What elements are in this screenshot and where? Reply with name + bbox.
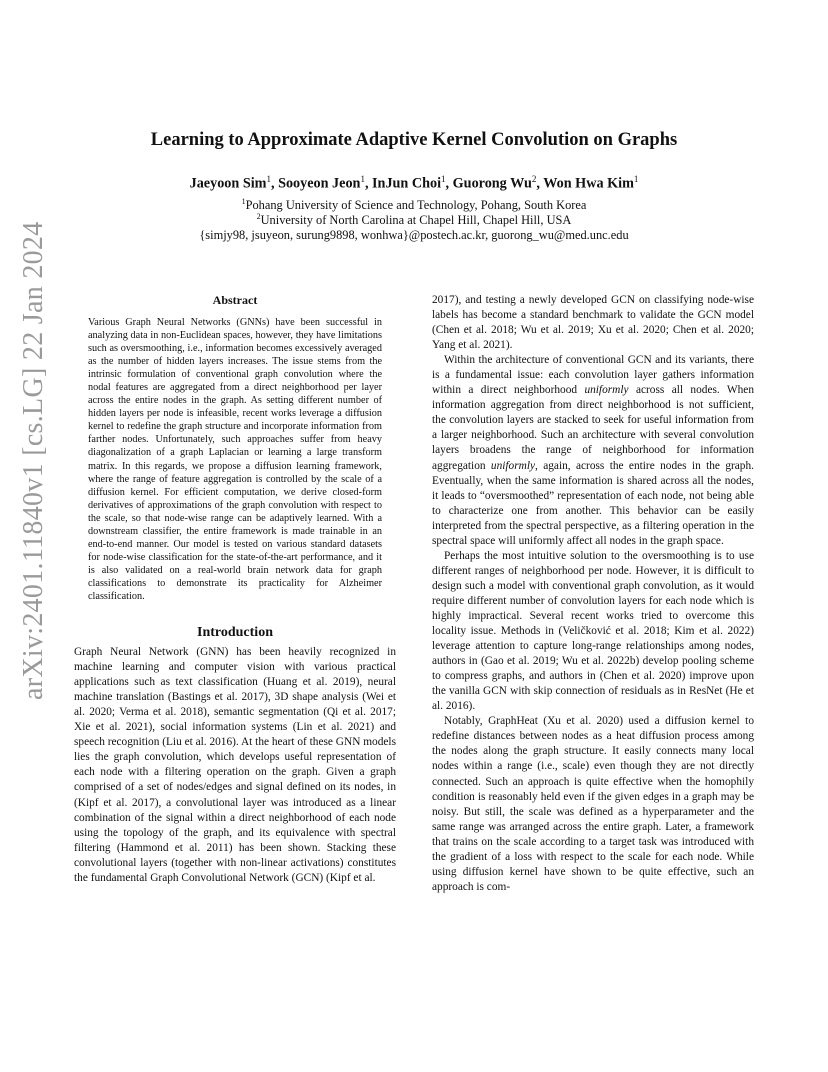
body-paragraph: 2017), and testing a newly developed GCN on classifying node-wise labels has become a standard benchmark to validate the GCN model (Chen et al. 2018; Wu et al. 2019; Xu et al. 2020; Chen et al. 2020; Yang et al. 2021). — [432, 294, 754, 352]
author-affiliation-mark: 1 — [360, 174, 365, 184]
author-name: Guorong Wu — [452, 175, 532, 192]
author-name: Sooyeon Jeon — [278, 175, 361, 192]
affiliation-2: $^2$University of North Carolina at Chapel Hill, Chapel Hill, USA — [256, 212, 572, 228]
author-affiliation-mark: 1 — [266, 174, 271, 184]
introduction-paragraph: Graph Neural Network (GNN) has been heavily recognized in machine learning and computer vision with various practical applications such as text classification (Huang et al. 2019), neural machine translation (Bastings et al. 2017), 3D shape analysis (Wei et al. 2020; Verma et al. 2018), semantic segmentation (Qi et al. 2017; Xie et al. 2021), social information systems (Lin et al. 2021) and speech recognition (Liu et al. 2016). At the heart of these GNN models lies the graph convolution, which develops useful representation of each node with a filtering operation on the graph. Given a graph comprised of a set of nodes/edges and signal defined on its nodes, in (Kipf et al. 2017), a convolutional layer was introduced as a linear combination of the signal within a direct neighborhood of each node using the topology of the graph, and its equivalence with spectral filtering (Hammond et al. 2011) has been shown. Stacking these convolutional layers (together with non-linear activations) constitutes the fundamental Graph Convolutional Network (GCN) (Kipf et al. — [74, 646, 396, 884]
author-affiliation-mark: 1 — [633, 174, 639, 184]
author-name: Won Hwa Kim — [543, 175, 634, 192]
author-emails: {simjy98, jsuyeon, surung9898, wonhwa}@postech.ac.kr, guorong_wu@med.unc.edu — [199, 228, 629, 242]
affiliation-1: $^1$Pohang University of Science and Technology, Pohang, South Korea — [241, 197, 587, 213]
arxiv-identifier: arXiv:2401.11840v1 [cs.LG] 22 Jan 2024 — [18, 221, 49, 700]
author-name: InJun Choi — [372, 175, 442, 192]
left-column — [74, 293, 396, 886]
body-paragraph: Perhaps the most intuitive solution to the oversmoothing is to use different ranges of neighborhood per node. However, it is difficult to design such a model with conventional graph convolution, as it would require different number of convolution layers for each node which is highly impractical. Several recent works tried to overcome this locality issue. Methods in (Veličković et al. 2018; Kim et al. 2022) leverage attention to capture long-range relationships among nodes, authors in (Gao et al. 2019; Wu et al. 2022b) develop pooling scheme to compress graphs, and authors in (Chen et al. 2020) improve upon the vanilla GCN with skip connection of residuals as in ResNet (He et al. 2016). — [432, 549, 754, 713]
body-paragraph: Within the architecture of conventional GCN and its variants, there is a fundamental issue: each convolution layer gathers information within a direct neighborhood uniformly across all nodes. When information aggregation from direct neighborhood is not sufficient, the convolution layers are stacked to seek for useful information from a larger neighborhood. Such an architecture with several convolution layers broadens the range of neighborhood for information aggregation uniformly, again, across the entire nodes in the graph. Eventually, when the same information is shared across all the nodes, it leads to “oversmoothed” representation of each node, not being able to characterize one from another. This behavior can be easily interpreted from the spectral perspective, as a filtering operation in the spectral space will uniformly affect all nodes in the graph space. — [432, 354, 755, 547]
author-affiliation-mark: 2 — [531, 174, 537, 184]
author-list: Jaeyoon Sim$^1$, Sooyeon Jeon$^1$, InJun Choi$^1$, Guorong Wu$^2$, Won Hwa Kim$^1$ — [189, 174, 639, 192]
author-affiliation-mark: 1 — [441, 174, 446, 184]
author-name: Jaeyoon Sim — [189, 175, 267, 192]
right-column — [432, 293, 754, 895]
body-paragraph: Notably, GraphHeat (Xu et al. 2020) used a diffusion kernel to redefine distances between nodes as a heat diffusion process among the nodes along the graph structure. It easily connects many local nodes within a range (i.e., scale) even though they are not directly connected. Such an approach is quite effective when the homophily condition is reasonably held even if the given edges in a graph may be noisy. But still, the scale was defined as a hyperparameter and the same range was arranged across the entire graph. Later, a framework that trains on the scale according to a target task was introduced with the gradient of a loss with respect to the scale for each node. While using diffusion kernel have shown to be quite effective, such an approach is com- — [432, 715, 754, 893]
paper-title: Learning to Approximate Adaptive Kernel Convolution on Graphs — [150, 130, 678, 150]
abstract-heading: Abstract — [212, 293, 258, 307]
introduction-heading: Introduction — [197, 625, 273, 641]
abstract-text: Various Graph Neural Networks (GNNs) have been successful in analyzing data in non-Euclidean spaces, however, they have limitations such as oversmoothing, i.e., information becomes excessively averaged as the number of hidden layers increases. The issue stems from the intrinsic formulation of conventional graph convolution where the nodal features are aggregated from a direct neighborhood per layer across the entire nodes in the graph. As setting different number of hidden layers per node is infeasible, recent works leverage a diffusion kernel to redefine the graph structure and incorporate information from farther nodes. Unfortunately, such approaches suffer from heavy diagonalization of a graph Laplacian or learning a large transform matrix. In this regards, we propose a diffusion learning framework, where the range of feature aggregation is controlled by the scale of a diffusion kernel. For efficient computation, we derive closed-form derivatives of approximations of the graph convolution with respect to the scale, so that node-wise range can be adaptively learned. With a downstream classifier, the entire framework is made trainable in an end-to-end manner. Our model is tested on various standard datasets for node-wise classification for the state-of-the-art performance, and it is also validated on a real-world brain network data for graph classifications to demonstrate its practicality for Alzheimer classification. — [88, 317, 382, 602]
